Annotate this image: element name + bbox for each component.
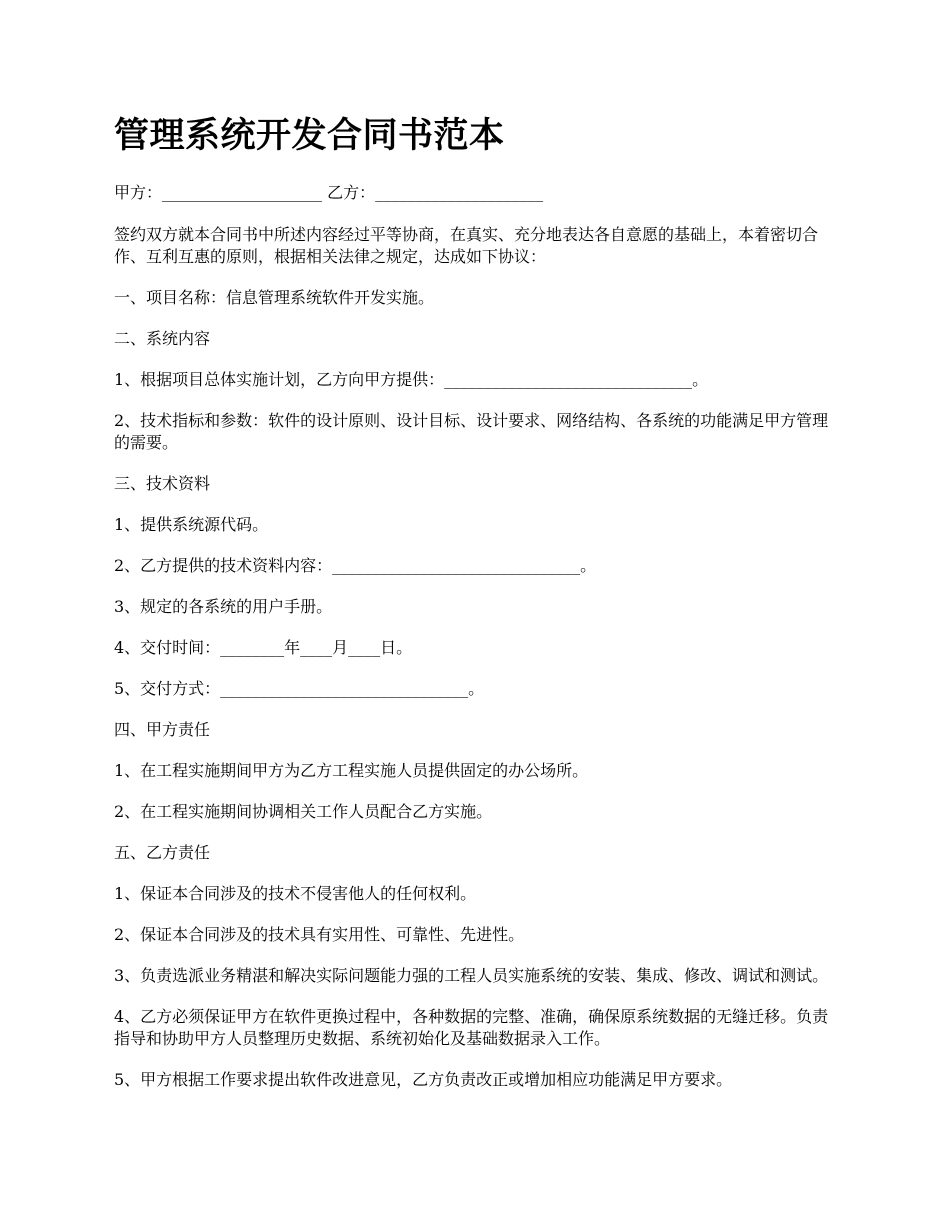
document-page <box>114 112 836 1110</box>
clause-3-2: 2、乙方提供的技术资料内容：_______________________________。 <box>114 556 597 575</box>
clause-5-3: 3、负责选派业务精湛和解决实际问题能力强的工程人员实施系统的安装、集成、修改、调试和测试。 <box>114 966 829 985</box>
section-heading-party-b-duties: 五、乙方责任 <box>114 843 211 862</box>
section-heading-technical-materials: 三、技术资料 <box>114 474 211 493</box>
document-title: 管理系统开发合同书范本 <box>114 116 505 156</box>
clause-4-2: 2、在工程实施期间协调相关工作人员配合乙方实施。 <box>114 802 493 821</box>
clause-5-1: 1、保证本合同涉及的技术不侵害他人的任何权利。 <box>114 884 477 903</box>
clause-5-5: 5、甲方根据工作要求提出软件改进意见，乙方负责改正或增加相应功能满足甲方要求。 <box>114 1070 733 1089</box>
clause-3-4: 4、交付时间：________年____月____日。 <box>114 638 413 657</box>
clause-4-1: 1、在工程实施期间甲方为乙方工程实施人员提供固定的办公场所。 <box>114 761 589 780</box>
clause-2-2: 2、技术指标和参数：软件的设计原则、设计目标、设计要求、网络结构、各系统的功能满足甲方管理的需要。 <box>114 411 829 452</box>
project-name: 一、项目名称：信息管理系统软件开发实施。 <box>114 288 435 307</box>
clause-5-4: 4、乙方必须保证甲方在软件更换过程中，各种数据的完整、准确，确保原系统数据的无缝迁移。负责指导和协助甲方人员整理历史数据、系统初始化及基础数据录入工作。 <box>114 1007 829 1048</box>
intro-paragraph: 签约双方就本合同书中所述内容经过平等协商，在真实、充分地表达各自意愿的基础上，本着密切合作、互利互惠的原则，根据相关法律之规定，达成如下协议： <box>114 225 819 266</box>
clause-5-2: 2、保证本合同涉及的技术具有实用性、可靠性、先进性。 <box>114 925 525 944</box>
clause-2-1: 1、根据项目总体实施计划，乙方向甲方提供：_______________________________。 <box>114 370 709 389</box>
clause-3-3: 3、规定的各系统的用户手册。 <box>114 597 333 616</box>
section-heading-system-content: 二、系统内容 <box>114 329 211 348</box>
clause-3-1: 1、提供系统源代码。 <box>114 515 269 534</box>
section-heading-party-a-duties: 四、甲方责任 <box>114 720 211 739</box>
clause-3-5: 5、交付方式：_______________________________。 <box>114 679 485 698</box>
parties-line: 甲方：____________________ 乙方：_____________________ <box>114 183 544 202</box>
